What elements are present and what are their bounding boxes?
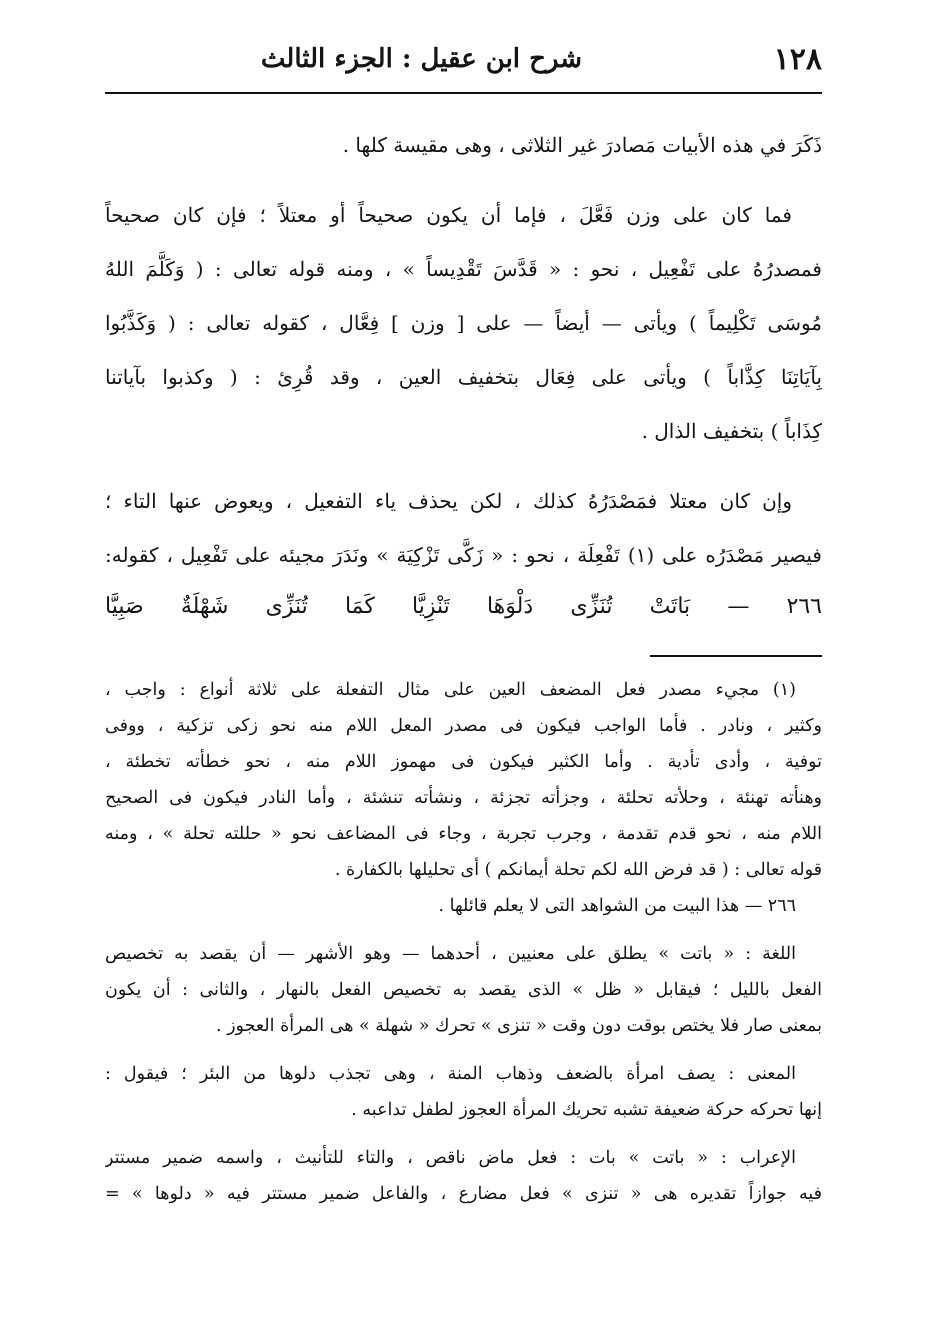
- paragraph-masdar-sahih: [105, 188, 822, 458]
- paragraph-gap: [105, 172, 822, 188]
- footnote-line: بمعنى صار فلا يختص بوقت دون وقت « تنزى » تحرك « شهلة » هى المرأة العجوز .: [215, 1016, 822, 1036]
- footnote-line: قوله تعالى : ( قد فرض الله لكم تحلة أيمانكم ) أى تحليلها بالكفارة .: [334, 860, 822, 880]
- paragraph-masdar-mutal: [105, 474, 822, 582]
- page-header: [105, 38, 822, 94]
- paragraph-gap: [105, 924, 822, 936]
- main-text: [105, 118, 822, 582]
- paragraph-gap: [105, 1128, 822, 1140]
- footnote-line: وكثير ، ونادر . فأما الواجب فيكون فى مصدر المعل اللام منه نحو زكى تزكية ، ووفى: [105, 716, 822, 736]
- footnote-line: (١) مجيء مصدر فعل المضعف العين على مثال التفعلة على ثلاثة أنواع : واجب ،: [105, 680, 796, 700]
- footnotes: [105, 672, 822, 1212]
- text-line: فيصير مَصْدَرُه على (١) تَفْعِلَة ، نحو : « زَكَّى تَزْكِيَة » ونَدَرَ مجيئه على تَفْعِيل ، كقوله:: [105, 543, 822, 567]
- footnote-line: الإعراب : « باتت » بات : فعل ماض ناقص ، والتاء للتأنيث ، واسمه ضمير مستتر: [105, 1148, 796, 1168]
- text-line: وإن كان معتلا فمَصْدَرُهُ كذلك ، لكن يحذف ياء التفعيل ، ويعوض عنها التاء ؛: [105, 489, 792, 513]
- footnote-separator: [650, 655, 822, 657]
- footnote-line: توفية ، وأدى تأدية . وأما الكثير فيكون فى مهموز اللام منه ، نحو خطأته تخطئة ،: [105, 752, 822, 772]
- paragraph-gap: [105, 1044, 822, 1056]
- footnote-line: فيه جوازاً تقديره هى « تنزى » فعل مضارع ، والفاعل ضمير مستتر فيه « دلوها » =: [105, 1184, 822, 1204]
- intro-line: ذَكَرَ في هذه الأبيات مَصادرَ غير الثلاثى ، وهى مقيسة كلها .: [342, 133, 822, 157]
- header-rule: [105, 92, 822, 94]
- footnote-irab: [105, 1140, 822, 1212]
- footnote-line: الفعل بالليل ؛ فيقابل « ظل » الذى يقصد به تخصيص الفعل بالنهار ، والثانى : أن يكون: [105, 980, 822, 1000]
- running-title: شرح ابن عقيل : الجزء الثالث: [260, 44, 582, 74]
- text-line: فما كان على وزن فَعَّلَ ، فإما أن يكون صحيحاً أو معتلاً ؛ فإن كان صحيحاً: [105, 203, 792, 227]
- footnote-1: [105, 672, 822, 888]
- footnote-lugha: [105, 936, 822, 1044]
- footnote-line: وهنأته تهنئة ، وحلأته تحلئة ، وجزأته تجزئة ، ونشأته تنشئة ، وأما النادر فيكون فى الصحيح: [105, 788, 822, 808]
- footnote-line: المعنى : يصف امرأة بالضعف وذهاب المنة ، وهى تجذب دلوها من البئر ؛ فيقول :: [105, 1064, 796, 1084]
- text-line: مُوسَى تَكْلِيماً ) ويأتى — أيضاً — على [ وزن ] فِعَّال ، كقوله تعالى : ( وَكَذَّبُوا: [105, 311, 822, 335]
- poetry-verse: ٢٦٦ — بَاتَتْ تُنَزِّى دَلْوَهَا تَنْزِيَّا كَمَا تُنَزِّى شَهْلَةٌ صَبِيَّا: [105, 594, 822, 619]
- footnote-line: اللام منه ، نحو قدم تقدمة ، وجرب تجربة ، وجاء فى المضاعف نحو « حللته تحلة » ، ومنه: [105, 824, 822, 844]
- footnote-mana: [105, 1056, 822, 1128]
- footnote-line: اللغة : « باتت » يطلق على معنيين ، أحدهما — وهو الأشهر — أن يقصد به تخصيص: [105, 944, 796, 964]
- page-number: ١٢٨: [773, 42, 822, 77]
- text-line: كِذَاباً ) بتخفيف الذال .: [641, 419, 822, 443]
- paragraph-gap: [105, 458, 822, 474]
- text-line: بِآيَاتِنَا كِذَّاباً ) ويأتى على فِعَال بتخفيف العين ، وقد قُرِئ : ( وكذبوا بآياتنا: [105, 365, 822, 389]
- footnote-line: إنها تحركه حركة ضعيفة تشبه تحريك المرأة العجوز لطفل تداعبه .: [351, 1100, 822, 1120]
- text-line: فمصدرُهُ على تَفْعِيل ، نحو : « قَدَّسَ تَقْدِيساً » ، ومنه قوله تعالى : ( وَكَلَّمَ اللهُ: [105, 257, 822, 281]
- footnote-266: ٢٦٦ — هذا البيت من الشواهد التى لا يعلم قائلها .: [438, 896, 796, 916]
